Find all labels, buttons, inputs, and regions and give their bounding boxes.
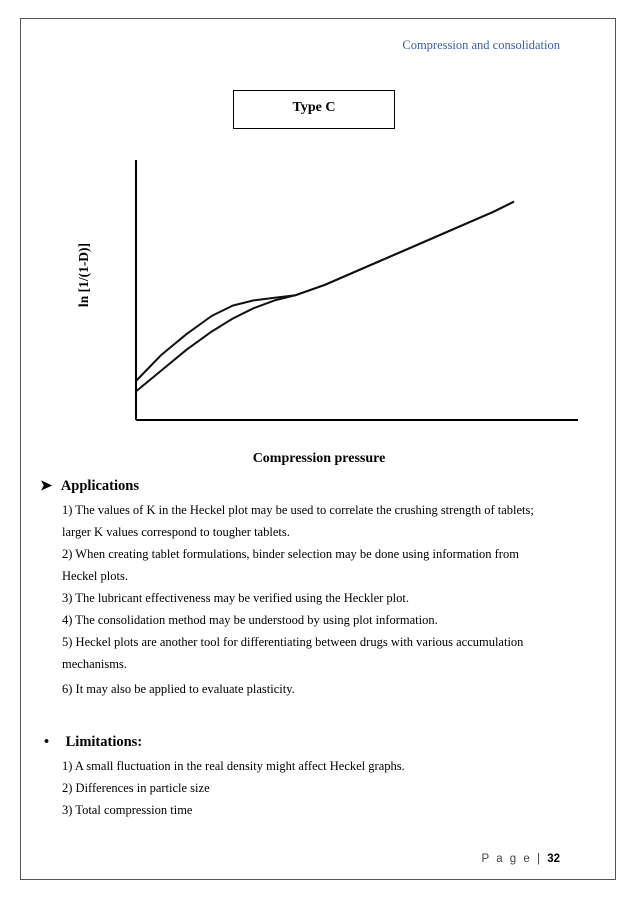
list-item: 1) The values of K in the Heckel plot may be used to correlate the crushing strength of tablets; (62, 503, 534, 517)
x-axis-label: Compression pressure (252, 451, 386, 466)
page-separator: | (537, 853, 542, 865)
list-item: 2) Differences in particle size (62, 781, 210, 795)
page-number: 32 (547, 853, 560, 865)
page-footer (482, 853, 560, 865)
list-item: 5) Heckel plots are another tool for differentiating between drugs with various accumulation (62, 635, 524, 649)
list-item: larger K values correspond to tougher tablets. (62, 525, 290, 539)
running-header: Compression and consolidation (402, 38, 560, 52)
limitations-heading-row (40, 734, 142, 751)
arrow-bullet-icon: ➤ (40, 478, 53, 494)
limitations-list (62, 755, 560, 821)
limitations-heading: Limitations: (65, 734, 143, 750)
applications-heading: Applications (60, 478, 139, 494)
round-bullet-icon: • (44, 734, 50, 750)
heckel-plot (60, 150, 580, 470)
applications-heading-row (40, 478, 139, 495)
y-axis-label: ln [1/(1-D)] (76, 242, 91, 308)
list-item: 6) It may also be applied to evaluate plasticity. (62, 682, 295, 696)
chart-type-label: Type C (233, 90, 395, 129)
list-item: 2) When creating tablet formulations, binder selection may be done using information from (62, 547, 519, 561)
list-item: 4) The consolidation method may be understood by using plot information. (62, 613, 438, 627)
page-word: P a g e (481, 853, 532, 865)
list-item: mechanisms. (62, 657, 127, 671)
list-item: Heckel plots. (62, 569, 128, 583)
list-item: 3) The lubricant effectiveness may be verified using the Heckler plot. (62, 591, 409, 605)
applications-list (62, 499, 560, 700)
list-item: 3) Total compression time (62, 803, 193, 817)
series-line-2 (136, 202, 514, 392)
list-item: 1) A small fluctuation in the real density might affect Heckel graphs. (62, 759, 405, 773)
